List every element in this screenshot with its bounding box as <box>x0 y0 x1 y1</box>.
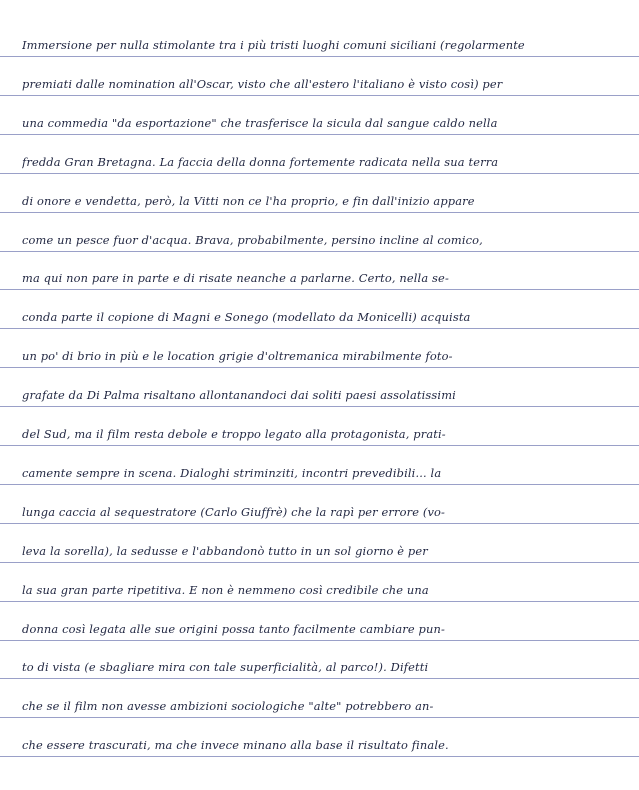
text-line: del Sud, ma il film resta debole e troppo legato alla protagonista, prati- <box>22 427 446 441</box>
notebook-rule-line <box>0 523 639 524</box>
notebook-rule-line <box>0 640 639 641</box>
text-line: grafate da Di Palma risaltano allontanandoci dai soliti paesi assolatissimi <box>22 388 456 402</box>
notebook-rule-line <box>0 678 639 679</box>
notebook-rule-line <box>0 134 639 135</box>
notebook-rule-line <box>0 562 639 563</box>
notebook-rule-line <box>0 56 639 57</box>
text-line: la sua gran parte ripetitiva. E non è nemmeno così credibile che una <box>22 583 429 597</box>
text-line: Immersione per nulla stimolante tra i più tristi luoghi comuni siciliani (regolarmente <box>22 38 525 52</box>
text-line: ma qui non pare in parte e di risate neanche a parlarne. Certo, nella se- <box>22 271 449 285</box>
text-line: fredda Gran Bretagna. La faccia della donna fortemente radicata nella sua terra <box>22 155 499 169</box>
notebook-rule-line <box>0 717 639 718</box>
text-line: lunga caccia al sequestratore (Carlo Giuffrè) che la rapì per errore (vo- <box>22 505 446 519</box>
text-line: premiati dalle nomination all'Oscar, visto che all'estero l'italiano è visto così) per <box>22 77 503 91</box>
notebook-rule-line <box>0 251 639 252</box>
notebook-rule-line <box>0 173 639 174</box>
notebook-rule-line <box>0 406 639 407</box>
text-line: una commedia "da esportazione" che trasferisce la sicula dal sangue caldo nella <box>22 116 498 130</box>
notebook-rule-line <box>0 289 639 290</box>
text-line: camente sempre in scena. Dialoghi striminziti, incontri prevedibili... la <box>22 466 442 480</box>
notebook-rule-line <box>0 95 639 96</box>
text-line: che se il film non avesse ambizioni sociologiche "alte" potrebbero an- <box>22 699 434 713</box>
notebook-rule-line <box>0 367 639 368</box>
text-line: conda parte il copione di Magni e Sonego (modellato da Monicelli) acquista <box>22 310 471 324</box>
notebook-rule-line <box>0 601 639 602</box>
text-line: come un pesce fuor d'acqua. Brava, probabilmente, persino incline al comico, <box>22 233 483 247</box>
text-line: un po' di brio in più e le location grigie d'oltremanica mirabilmente foto- <box>22 349 453 363</box>
notebook-rule-line <box>0 445 639 446</box>
text-line: donna così legata alle sue origini possa tanto facilmente cambiare pun- <box>22 622 445 636</box>
text-line: che essere trascurati, ma che invece minano alla base il risultato finale. <box>22 738 449 752</box>
notebook-rule-line <box>0 212 639 213</box>
text-line: to di vista (e sbagliare mira con tale superficialità, al parco!). Difetti <box>22 660 429 674</box>
notebook-rule-line <box>0 328 639 329</box>
text-line: leva la sorella), la sedusse e l'abbandonò tutto in un sol giorno è per <box>22 544 428 558</box>
notebook-rule-line <box>0 484 639 485</box>
notebook-rule-line <box>0 756 639 757</box>
text-line: di onore e vendetta, però, la Vitti non ce l'ha proprio, e fin dall'inizio appare <box>22 194 475 208</box>
